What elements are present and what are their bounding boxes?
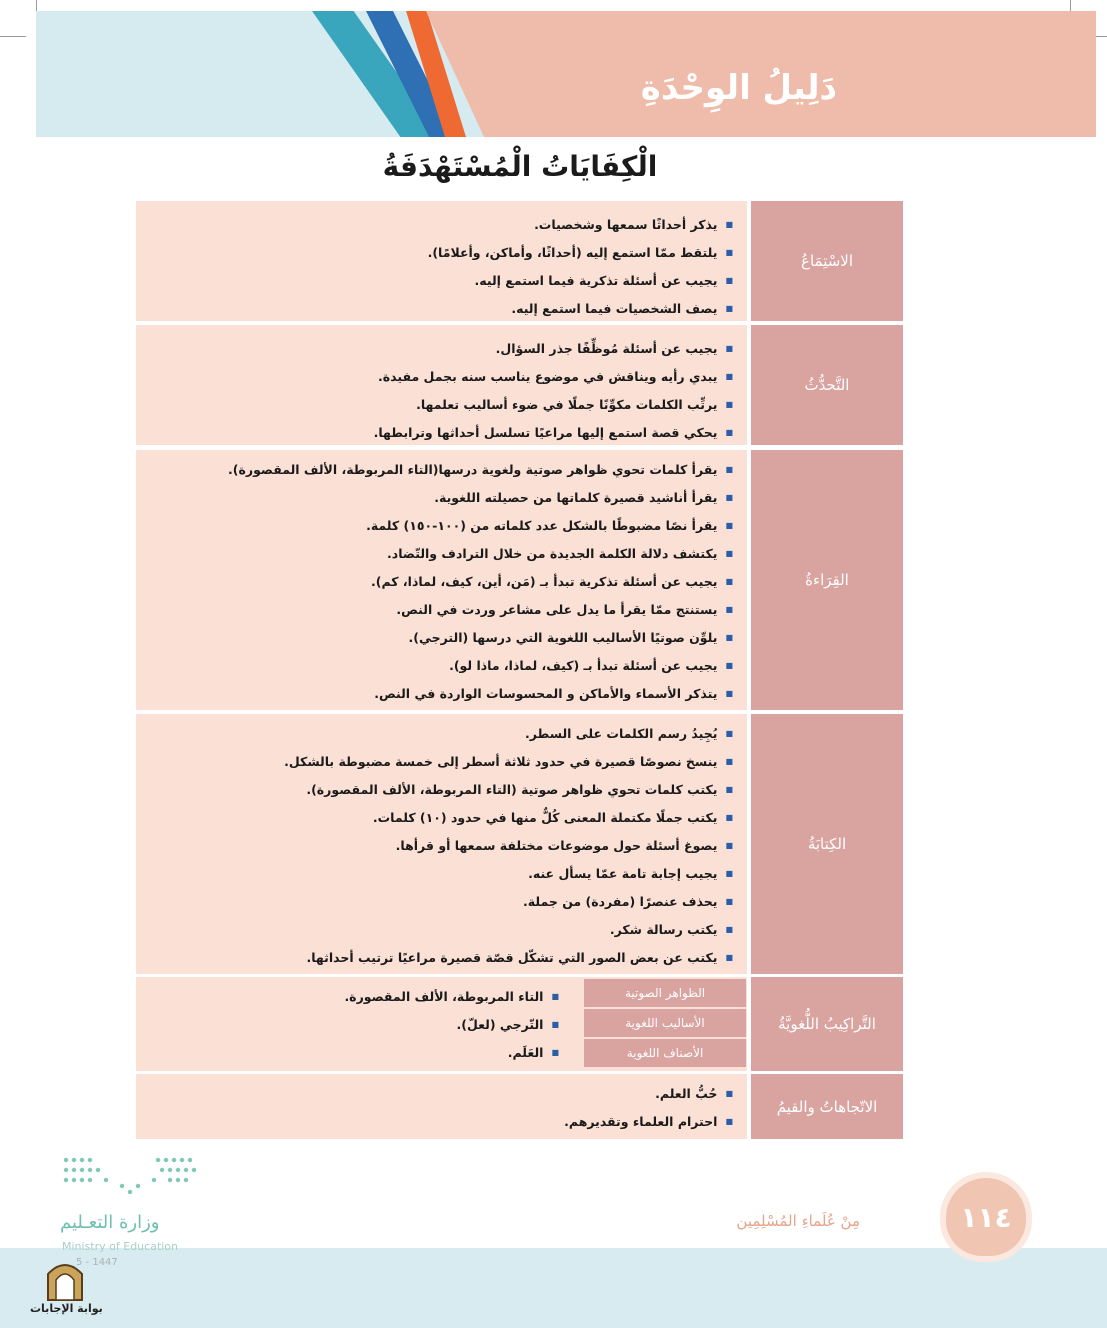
section-label: التَّحدُّثُ bbox=[751, 325, 903, 445]
watermark-text: بوابة الإجابات bbox=[30, 1302, 103, 1315]
structure-category: الأصناف اللغوية bbox=[584, 1039, 746, 1067]
section-content bbox=[136, 450, 747, 710]
ministry-year: 5 - 1447 bbox=[76, 1257, 118, 1268]
page-number: ١١٤ bbox=[940, 1172, 1032, 1262]
ministry-name-arabic: وزارة التعـليم bbox=[60, 1212, 160, 1233]
competency-item: ■ يُجِيدُ رسم الكلمات على السطر. bbox=[284, 720, 733, 748]
section-label: القِرَاءةُ bbox=[751, 450, 903, 710]
structure-value: ■ العَلَم. bbox=[344, 1039, 559, 1067]
section-content bbox=[136, 325, 747, 445]
competency-item: ■ يجيب عن أسئلة تذكرية فيما استمع إليه. bbox=[428, 267, 733, 295]
competency-item: ■ يقرأ كلمات تحوي ظواهر صوتية ولغوية درسها(التاء المربوطة، الألف المقصورة). bbox=[228, 456, 733, 484]
competency-item: ■ يقرأ أناشيد قصيرة كلماتها من حصيلته اللغوية. bbox=[228, 484, 733, 512]
ministry-name-english: Ministry of Education bbox=[62, 1240, 179, 1253]
section-values bbox=[136, 1074, 903, 1139]
page-title: الْكِفَايَاتُ الْمُسْتَهْدَفَةُ bbox=[382, 150, 658, 183]
section-listening bbox=[136, 201, 903, 321]
row-divider bbox=[136, 321, 903, 324]
section-label: الاتّجاهاتُ والقيمُ bbox=[751, 1074, 903, 1139]
competency-item: ■ يصف الشخصيات فيما استمع إليه. bbox=[428, 295, 733, 323]
competency-item: ■ يستنتج ممّا يقرأ ما يدل على مشاعر وردت في النص. bbox=[228, 596, 733, 624]
section-writing bbox=[136, 714, 903, 974]
section-label: الكِتابَةُ bbox=[751, 714, 903, 974]
competency-item: ■ يكتشف دلالة الكلمة الجديدة من خلال الترادف والتّضاد. bbox=[228, 540, 733, 568]
section-structures bbox=[136, 977, 903, 1071]
competency-item: ■ يتذكر الأسماء والأماكن و المحسوسات الواردة في النص. bbox=[228, 680, 733, 708]
competency-item: ■ يجيب عن أسئلة تذكرية تبدأ بـ (مَن، أين، كيف، لماذا، كم). bbox=[228, 568, 733, 596]
crop-mark bbox=[0, 36, 26, 37]
competency-item: ■ يحكي قصة استمع إليها مراعيًا تسلسل أحداثها وترابطها. bbox=[374, 419, 733, 447]
section-speaking bbox=[136, 325, 903, 445]
unit-name: مِنْ عُلَماءِ المُسْلِمِين bbox=[736, 1212, 860, 1230]
competency-item: ■ يلوِّن صوتيًا الأساليب اللغوية التي درسها (الترجي). bbox=[228, 624, 733, 652]
section-content bbox=[136, 201, 747, 321]
structure-value: ■ التاء المربوطة، الألف المقصورة. bbox=[344, 983, 559, 1011]
footer-band bbox=[0, 1248, 1107, 1328]
structure-category: الظواهر الصوتية bbox=[584, 979, 746, 1007]
structure-category: الأساليب اللغوية bbox=[584, 1009, 746, 1037]
competency-item: ■ يكتب جملًا مكتملة المعنى كُلٌّ منها في حدود (١٠) كلمات. bbox=[284, 804, 733, 832]
ministry-logo-icon bbox=[62, 1156, 196, 1198]
banner-title: دَلِيلُ الوِحْدَةِ bbox=[640, 68, 837, 108]
section-reading bbox=[136, 450, 903, 710]
competency-item: ■ يكتب عن بعض الصور التي تشكّل قصّة قصيرة مراعيًا ترتيب أحداثها. bbox=[284, 944, 733, 972]
competency-item: ■ ينسخ نصوصًا قصيرة في حدود ثلاثة أسطر إلى خمسة مضبوطة بالشكل. bbox=[284, 748, 733, 776]
value-item: ■ احترام العلماء وتقديرهم. bbox=[564, 1108, 733, 1136]
unit-banner bbox=[36, 11, 1096, 137]
competency-item: ■ يصوغ أسئلة حول موضوعات مختلفة سمعها أو قرأها. bbox=[284, 832, 733, 860]
gate-logo-icon bbox=[44, 1256, 86, 1302]
section-label: التَّراكِيبُ اللُّغويَّةُ bbox=[751, 977, 903, 1071]
competency-item: ■ يذكر أحداثًا سمعها وشخصيات. bbox=[428, 211, 733, 239]
banner-salmon-panel bbox=[36, 11, 1096, 137]
competency-item: ■ يجيب إجابة تامة عمّا يسأل عنه. bbox=[284, 860, 733, 888]
competency-item: ■ يرتِّب الكلمات مكوِّنًا جملًا في ضوء أساليب تعلمها. bbox=[374, 391, 733, 419]
section-label: الاسْتِمَاعُ bbox=[751, 201, 903, 321]
value-item: ■ حُبُّ العلم. bbox=[564, 1080, 733, 1108]
structure-value: ■ التّرجي (لعلّ). bbox=[344, 1011, 559, 1039]
competency-item: ■ يجيب عن أسئلة تبدأ بـ (كيف، لماذا، ماذا لو). bbox=[228, 652, 733, 680]
competency-item: ■ يحذف عنصرًا (مفردة) من جملة. bbox=[284, 888, 733, 916]
row-divider bbox=[136, 445, 903, 448]
competency-item: ■ يلتقط ممّا استمع إليه (أحداثًا، وأماكن، وأعلامًا). bbox=[428, 239, 733, 267]
competency-item: ■ يجيب عن أسئلة مُوظِّفًا جذر السؤال. bbox=[374, 335, 733, 363]
competency-item: ■ يبدي رأيه ويناقش في موضوع يناسب سنه بجمل مفيدة. bbox=[374, 363, 733, 391]
competency-item: ■ يكتب رسالة شكر. bbox=[284, 916, 733, 944]
section-content bbox=[136, 714, 747, 974]
row-divider bbox=[136, 710, 903, 713]
competency-item: ■ يكتب كلمات تحوي ظواهر صوتية (التاء المربوطة، الألف المقصورة). bbox=[284, 776, 733, 804]
section-content bbox=[136, 1074, 747, 1139]
competency-item: ■ يقرأ نصًا مضبوطًا بالشكل عدد كلماته من (١٠٠-١٥٠) كلمة. bbox=[228, 512, 733, 540]
